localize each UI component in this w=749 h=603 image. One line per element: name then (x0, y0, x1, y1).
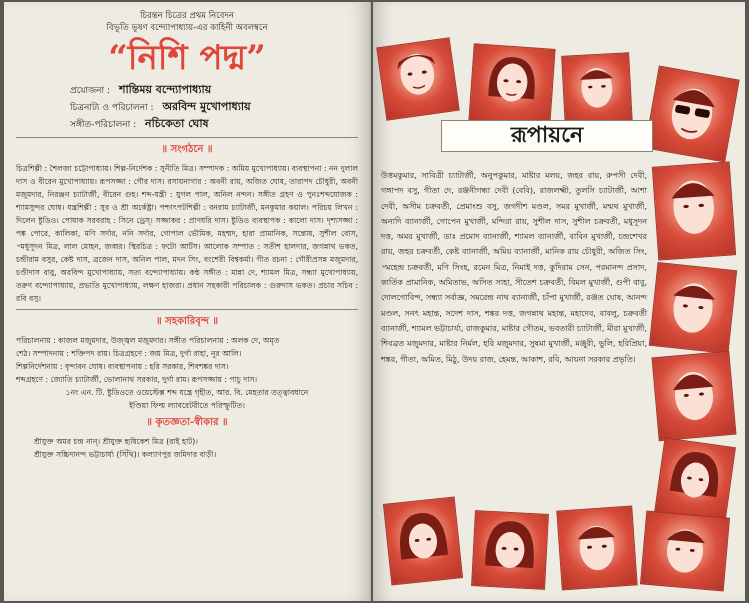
presenter-line: চিরন্তন চিত্রের প্রথম নিবেদন (140, 11, 234, 21)
actress-portrait (654, 437, 736, 522)
crew-paragraph: চিত্রশিল্পী : শৈলজা চট্টোপাধ্যায়। শিল্প-নির্দেশক : সুনীতি মিত্র। সম্পাদক : অমিয় মুখোপাধ্যায়। ব্যবস্থাপনা : নন দুলাল দাস ও বীরেন মুখোপাধ্যায়। রূপসজ্জা : গৌর দাস। রসায়নাগার : অবনী রায়, অজিত ঘোষ, তারাপদ চৌধুরী, অবনী মজুমদার, নিরঞ্জন চ্যাটার্জী, বীরেন গুহ। শব্দ-যন্ত্রী : যুগল পাল, অনিল নন্দন। সঙ্গীত গ্রহণ ও পুনঃশব্দযোজক : শ্যামসুন্দর ঘোষ। যন্ত্রশিল্পী : সুর ও শ্রী অর্কেষ্ট্রা। পশ্চাৎপটশিল্পী : বনরাম চ্যাটার্জী, মনকুমার কয়াল। পরিচয় লিখন : দিলেন ষ্টুডিও। পোষাক সরবরাহ : সিনে ড্রেস্। সজ্জাকর : প্রাণধরি দাস। ষ্টুডিও ব্যবস্থাপক : কালো দাস। দৃশ্যসজ্জা : পঙ্ক পোরে, কালিকা, মণি সর্দার, ননি সর্দার, গোপাল ভৌমিক, মহম্মদ, হারা প্রামানিক, সন্তোষ, সুশীল বোস, ৺মধুসূদন মিত্র, লাল মোহন, জব্বর। স্থিরচিত্র : ফটো আর্টস। আলোক সম্পাত : সতীশ হালদার, জগন্নাথ ভকত, চন্দ্রীরাম বসুর, কেষ্ট দাস, ব্রজেন দাস, অনিল পাল, মদন সিং, বংশেরী বিশ্বকর্মা। গীত রচনা : গৌরীপ্রসন্ন মজুমদার, চণ্ডীদাস বাবু, অরবিন্দ মুখোপাধ্যায়, সত্য বন্দ্যোপাধ্যায়। কন্ঠ সঙ্গীত : মান্না দে, শ্যামল মিত্র, সন্ধ্যা মুখোপাধ্যায়, তরুণ বন্দ্যোপাধ্যায়, প্রভাতি মুখোপাধ্যায়, লক্ষণ হাজরা। প্রধান সহকারী পরিচালক : গুরুদাস ভকত। প্রচার সচিব : রবি বসু। (16, 164, 359, 303)
section-heading-thanks: ॥ কৃতজ্ঞতা-স্বীকার ॥ (146, 417, 228, 428)
actor-portrait (561, 52, 633, 127)
thanks-line: শ্রীযুক্ত অমর চন্দ্র নান্। শ্রীযুক্ত হৃষিকেশ মিত্র (রাই হাট)। (34, 437, 198, 446)
assistant-line: শিল্পনির্দেশনায় : বৃন্দাবন ঘোষ। ব্যবস্থাপনায় : হরি সরকার, শিবশঙ্কর দাস। (16, 362, 229, 371)
credit-music (4, 116, 370, 133)
author-line: বিভূতি ভূষণ বন্দ্যোপাধ্যায়-এর কাহিনী অবলম্বনে (106, 23, 268, 33)
assistant-line: পরিচালনায় : কাজল মজুমদার, উজ্জ্বল মজুমদার। সঙ্গীত পরিচালনায় : অলক দে, অমৃত (16, 336, 280, 345)
credit-label: সঙ্গীত-পরিচালনা : (70, 120, 137, 130)
actor-portrait (651, 351, 736, 441)
divider (16, 309, 358, 310)
left-page (4, 2, 371, 601)
film-title: “নিশি পদ্ম” (108, 38, 266, 78)
cast-list: উত্তমকুমার, সাবিত্রী চ্যাটার্জী, অনুপকুমার, মাষ্টার মলয়, জহর রায়, রুপসী দেবী, গঙ্গাপদ বসু, গীতা দে, রঞ্জনীগন্ধা দেবী (বেবি), রাজলক্ষ্মী, তুলসি চ্যাটার্জী, আশা দেবী, অসীম চক্রবর্তী, প্রেমাংশু বসু, জগদীশ মণ্ডল, সমর মুখার্জী, মন্মথ মুখার্জী, অনাদি ব্যানার্জী, গোপেন মুখার্জী, মন্দিরা রায়, সুশীল দাস, সুশীল চক্রবর্তী, মধুসূদন দত্ত, অমর মুখার্জী, ডাঃ প্রমোদ ব্যানার্জী, শ্যামল ব্যানার্জী, বাবিন মুখার্জী, চন্দ্রশেখর রায়, জহর চক্রবর্তী, কেষ্ট ব্যানার্জী, অমিয় ব্যানার্জী, মানিক রায় চৌধুরী, অজিত সিং, ৺মহেন্দ্র চক্রবর্তী, মণি সিংহ, রমেন মিত্র, নিমাই দত্ত, কুদিরাম সেন, পরমানন্দ প্রসাদ, কার্তিক প্রামানিক, অমিতাভ, অসিত সাহা, সীতেশ চক্রবর্তী, বিমল মুখার্জী, গুপী বাবু, দোলগোবিন্দ, সন্ধ্যা সর্বাজ্ঞ, সমরেন্দ্র নাথ ব্যানার্জী, চাঁপা মুখার্জী, রঞ্জত ঘোষ, আনন্দ মণ্ডল, সনৎ মহান্ত, সদেশ দাস, শঙ্কর দত্ত, জগন্নাথ মহান্ত, মহাদেব, বাবলু, চক্রবর্তী ব্যানার্জী, শ্যামল ভট্টাচার্য্য, রাজকুমার, মাষ্টার গৌতম, ভবতারী চ্যাটার্জী, মীরা মুখার্জী, শিবব্রত মজুমদার, মাষ্টার নির্মল, হরি মজুমদার, সুষমা মুখার্জী, মঞ্জুরী, ভুলি, হরিপ্রিয়া, শঙ্কর, গীতা, অমিত, মিঠু, উদয় রাজ, হেমন্ত, আকাশ, রবি, আয়না সরকার প্রভৃতি। (381, 171, 648, 364)
actor-portrait (556, 505, 637, 590)
actress-portrait (471, 510, 549, 590)
section-heading-assistants: ॥ সহকারিবৃন্দ ॥ (156, 316, 218, 327)
credit-director (4, 99, 370, 116)
credit-label: চিত্রনাট্য ও পরিচালনা : (70, 103, 154, 113)
actor-portrait (640, 510, 730, 591)
divider (16, 137, 358, 138)
cast-heading-box (441, 120, 653, 152)
studio-line: ১নং এন. টি. ষ্টুডিওতে ওয়েস্টেক্স শব্দ যন্ত্রে গৃহীত, আর. বি. মেহতার তত্ত্বাবধানে (65, 388, 309, 397)
right-page (373, 2, 745, 601)
thanks-line: শ্রীযুক্ত সচ্চিদানন্দ ভট্টাচার্য্য (সিঁথি)। কল্যাণপুর জমিদার বাড়ী। (34, 450, 217, 459)
lab-line: ইণ্ডিয়া ফিল্ম ল্যাবরেটরীতে পরিস্ফুটিত। (129, 401, 245, 410)
actor-portrait (376, 37, 460, 121)
assistant-line: শব্দগ্রহণে : জ্যোতি চ্যাটার্জী, ভোলানাথ সরকার, দুর্গা রাম। রূপসজ্জায় : পাচু দাস। (16, 375, 258, 384)
actor-portrait (649, 262, 737, 354)
assistant-line: শেঠ। সম্পাদনায় : শক্তিপদ রায়। চিত্রগ্রহণে : জয় মিত্র, দুর্গা রাহা, নূর আলি। (16, 349, 242, 358)
credit-producer (4, 82, 370, 99)
cast-heading: রূপায়নে (510, 121, 584, 148)
actor-portrait (652, 161, 736, 260)
actor-with-glasses-portrait (644, 66, 739, 163)
actress-portrait (468, 43, 555, 127)
section-heading-crew: ॥ সংগঠনে ॥ (161, 144, 213, 155)
credit-value: অরবিন্দ মুখোপাধ্যায় (162, 100, 251, 113)
credit-value: শান্তিময় বন্দ্যোপাধ্যায় (118, 83, 212, 96)
credit-label: প্রযোজনা : (70, 86, 111, 96)
credit-value: নচিকেতা ঘোষ (145, 117, 209, 130)
actress-portrait (383, 496, 463, 585)
